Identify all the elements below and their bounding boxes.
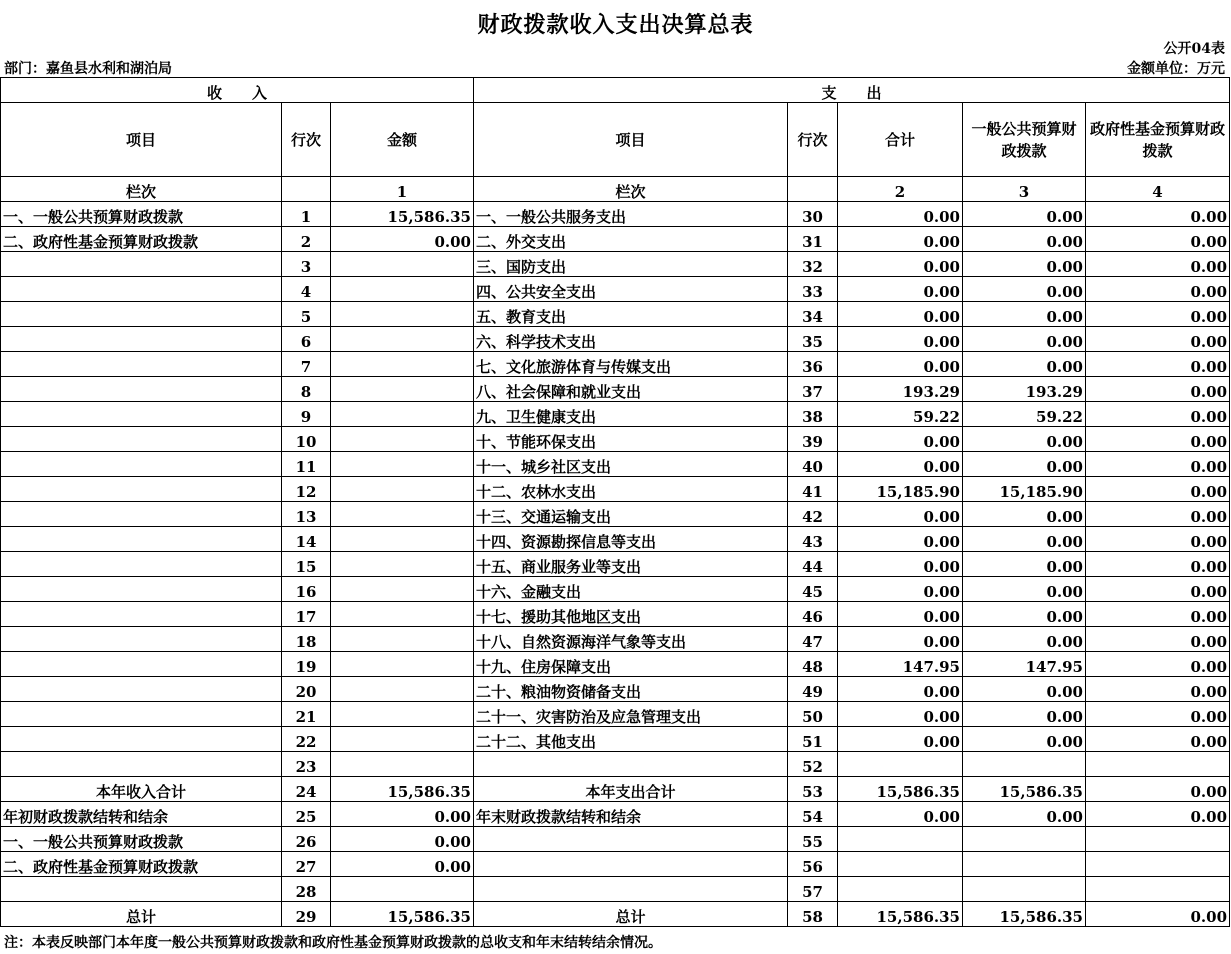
expense-item-cell: 二十、粮油物资储备支出 [474, 677, 788, 702]
index-4: 4 [1086, 177, 1230, 202]
expense-fund-cell: 0.00 [1086, 577, 1230, 602]
income-line-cell: 23 [282, 752, 331, 777]
table-row [1, 477, 1230, 502]
expense-total-cell: 0.00 [838, 702, 963, 727]
expense-line-cell: 34 [788, 302, 838, 327]
income-line-cell: 16 [282, 577, 331, 602]
expense-line-cell: 38 [788, 402, 838, 427]
income-amount-cell [331, 652, 474, 677]
index-3: 3 [963, 177, 1086, 202]
expense-item-cell: 二十二、其他支出 [474, 727, 788, 752]
col-header-fund: 政府性基金预算财政拨款 [1086, 103, 1230, 177]
expense-total-cell: 0.00 [838, 427, 963, 452]
expense-line-cell: 44 [788, 552, 838, 577]
table-row [1, 727, 1230, 752]
income-amount-cell [331, 677, 474, 702]
table-row [1, 377, 1230, 402]
expense-general-cell: 0.00 [963, 502, 1086, 527]
expense-fund-cell: 0.00 [1086, 377, 1230, 402]
income-line-cell: 10 [282, 427, 331, 452]
expense-general-cell: 0.00 [963, 452, 1086, 477]
form-code: 公开04表 [1163, 41, 1225, 57]
expense-general-cell: 0.00 [963, 277, 1086, 302]
expense-item-cell: 十一、城乡社区支出 [474, 452, 788, 477]
expense-line-cell: 41 [788, 477, 838, 502]
col-header-item2: 项目 [474, 103, 788, 177]
expense-general-cell: 15,185.90 [963, 477, 1086, 502]
expense-line-cell: 36 [788, 352, 838, 377]
expense-item-cell: 六、科学技术支出 [474, 327, 788, 352]
expense-item-cell: 十二、农林水支出 [474, 477, 788, 502]
expense-fund-cell [1086, 852, 1230, 877]
income-amount-cell: 0.00 [331, 802, 474, 827]
table-row [1, 252, 1230, 277]
expense-item-cell [474, 827, 788, 852]
expense-general-cell [963, 877, 1086, 902]
col-header-amount: 金额 [331, 103, 474, 177]
income-amount-cell [331, 402, 474, 427]
expense-fund-cell [1086, 877, 1230, 902]
expense-general-cell: 59.22 [963, 402, 1086, 427]
income-line-cell: 3 [282, 252, 331, 277]
expense-line-cell: 31 [788, 227, 838, 252]
income-item-cell [1, 277, 282, 302]
col-header-line2: 行次 [788, 103, 838, 177]
expense-total-cell: 0.00 [838, 677, 963, 702]
table-row [1, 577, 1230, 602]
expense-line-cell: 49 [788, 677, 838, 702]
expense-general-cell: 15,586.35 [963, 902, 1086, 927]
table-row [1, 327, 1230, 352]
income-item-cell: 二、政府性基金预算财政拨款 [1, 852, 282, 877]
index-row [1, 177, 1230, 202]
expense-general-cell: 0.00 [963, 702, 1086, 727]
expense-general-cell: 193.29 [963, 377, 1086, 402]
table-row [1, 802, 1230, 827]
expense-general-cell: 0.00 [963, 527, 1086, 552]
income-amount-cell [331, 552, 474, 577]
expense-item-cell: 二十一、灾害防治及应急管理支出 [474, 702, 788, 727]
expense-item-cell: 三、国防支出 [474, 252, 788, 277]
expense-general-cell: 0.00 [963, 352, 1086, 377]
income-item-cell [1, 327, 282, 352]
expense-total-cell: 0.00 [838, 227, 963, 252]
expense-general-cell: 0.00 [963, 677, 1086, 702]
table-row [1, 427, 1230, 452]
table-row [1, 452, 1230, 477]
index-empty [282, 177, 331, 202]
department-label: 部门：嘉鱼县水利和湖泊局 [4, 61, 172, 77]
expense-item-cell: 十三、交通运输支出 [474, 502, 788, 527]
income-amount-cell: 15,586.35 [331, 902, 474, 927]
column-header-row [1, 103, 1230, 177]
expense-total-cell [838, 827, 963, 852]
income-item-cell [1, 477, 282, 502]
table-row [1, 677, 1230, 702]
income-item-cell [1, 727, 282, 752]
expense-total-cell: 0.00 [838, 527, 963, 552]
expense-group-header: 支 出 [474, 78, 1230, 103]
col-header-line: 行次 [282, 103, 331, 177]
col-header-item: 项目 [1, 103, 282, 177]
expense-total-cell: 0.00 [838, 502, 963, 527]
index-2: 2 [838, 177, 963, 202]
expense-general-cell: 0.00 [963, 227, 1086, 252]
income-amount-cell [331, 627, 474, 652]
expense-total-cell: 147.95 [838, 652, 963, 677]
expense-line-cell: 45 [788, 577, 838, 602]
expense-total-cell: 0.00 [838, 302, 963, 327]
expense-total-cell: 0.00 [838, 452, 963, 477]
income-item-cell [1, 877, 282, 902]
expense-fund-cell: 0.00 [1086, 652, 1230, 677]
expense-line-cell: 56 [788, 852, 838, 877]
expense-total-cell: 0.00 [838, 577, 963, 602]
expense-total-cell: 0.00 [838, 802, 963, 827]
expense-line-cell: 48 [788, 652, 838, 677]
expense-general-cell: 0.00 [963, 802, 1086, 827]
expense-fund-cell: 0.00 [1086, 677, 1230, 702]
expense-general-cell: 0.00 [963, 427, 1086, 452]
expense-general-cell: 0.00 [963, 252, 1086, 277]
expense-line-cell: 42 [788, 502, 838, 527]
expense-item-cell [474, 852, 788, 877]
income-amount-cell [331, 277, 474, 302]
expense-fund-cell: 0.00 [1086, 252, 1230, 277]
expense-total-cell: 0.00 [838, 552, 963, 577]
income-item-cell: 本年收入合计 [1, 777, 282, 802]
expense-fund-cell: 0.00 [1086, 402, 1230, 427]
expense-total-cell: 59.22 [838, 402, 963, 427]
income-item-cell: 一、一般公共预算财政拨款 [1, 827, 282, 852]
expense-item-cell: 总计 [474, 902, 788, 927]
income-item-cell [1, 602, 282, 627]
table-row [1, 777, 1230, 802]
expense-line-cell: 53 [788, 777, 838, 802]
table-row [1, 302, 1230, 327]
income-amount-cell [331, 527, 474, 552]
income-line-cell: 11 [282, 452, 331, 477]
income-amount-cell [331, 502, 474, 527]
expense-general-cell: 0.00 [963, 727, 1086, 752]
income-line-cell: 6 [282, 327, 331, 352]
income-line-cell: 26 [282, 827, 331, 852]
income-line-cell: 2 [282, 227, 331, 252]
income-amount-cell [331, 427, 474, 452]
expense-line-cell: 43 [788, 527, 838, 552]
financial-table [0, 77, 1230, 927]
table-row [1, 402, 1230, 427]
expense-line-cell: 46 [788, 602, 838, 627]
expense-line-cell: 57 [788, 877, 838, 902]
table-row [1, 627, 1230, 652]
income-line-cell: 8 [282, 377, 331, 402]
income-amount-cell: 0.00 [331, 827, 474, 852]
footnote: 注：本表反映部门本年度一般公共预算财政拨款和政府性基金预算财政拨款的总收支和年末结转结余情况。 [4, 935, 662, 951]
expense-fund-cell [1086, 827, 1230, 852]
table-row [1, 552, 1230, 577]
table-row [1, 752, 1230, 777]
expense-line-cell: 50 [788, 702, 838, 727]
expense-item-cell: 二、外交支出 [474, 227, 788, 252]
expense-total-cell: 193.29 [838, 377, 963, 402]
expense-fund-cell [1086, 752, 1230, 777]
expense-general-cell: 15,586.35 [963, 777, 1086, 802]
expense-item-cell: 十、节能环保支出 [474, 427, 788, 452]
income-amount-cell [331, 702, 474, 727]
expense-fund-cell: 0.00 [1086, 202, 1230, 227]
table-row [1, 352, 1230, 377]
expense-item-cell: 七、文化旅游体育与传媒支出 [474, 352, 788, 377]
expense-fund-cell: 0.00 [1086, 502, 1230, 527]
expense-fund-cell: 0.00 [1086, 227, 1230, 252]
expense-total-cell: 0.00 [838, 727, 963, 752]
table-row [1, 502, 1230, 527]
income-item-cell: 总计 [1, 902, 282, 927]
expense-item-cell: 年末财政拨款结转和结余 [474, 802, 788, 827]
income-item-cell [1, 627, 282, 652]
table-row [1, 902, 1230, 927]
table-row [1, 202, 1230, 227]
expense-fund-cell: 0.00 [1086, 727, 1230, 752]
expense-item-cell: 八、社会保障和就业支出 [474, 377, 788, 402]
expense-total-cell: 0.00 [838, 327, 963, 352]
expense-line-cell: 30 [788, 202, 838, 227]
expense-fund-cell: 0.00 [1086, 352, 1230, 377]
income-line-cell: 13 [282, 502, 331, 527]
expense-total-cell: 15,586.35 [838, 902, 963, 927]
income-item-cell [1, 702, 282, 727]
table-row [1, 877, 1230, 902]
income-item-cell [1, 402, 282, 427]
table-row [1, 652, 1230, 677]
expense-line-cell: 58 [788, 902, 838, 927]
income-amount-cell [331, 352, 474, 377]
income-amount-cell [331, 252, 474, 277]
income-line-cell: 20 [282, 677, 331, 702]
expense-fund-cell: 0.00 [1086, 452, 1230, 477]
table-row [1, 527, 1230, 552]
expense-total-cell: 0.00 [838, 277, 963, 302]
col-header-general: 一般公共预算财政拨款 [963, 103, 1086, 177]
income-line-cell: 27 [282, 852, 331, 877]
expense-fund-cell: 0.00 [1086, 702, 1230, 727]
income-line-cell: 4 [282, 277, 331, 302]
income-item-cell [1, 677, 282, 702]
income-amount-cell [331, 377, 474, 402]
income-item-cell [1, 302, 282, 327]
index-label2: 栏次 [474, 177, 788, 202]
unit-label: 金额单位：万元 [1127, 61, 1225, 77]
income-item-cell [1, 352, 282, 377]
expense-general-cell [963, 852, 1086, 877]
income-line-cell: 28 [282, 877, 331, 902]
expense-item-cell: 十四、资源勘探信息等支出 [474, 527, 788, 552]
income-item-cell [1, 502, 282, 527]
expense-item-cell: 十八、自然资源海洋气象等支出 [474, 627, 788, 652]
expense-total-cell [838, 852, 963, 877]
expense-total-cell: 0.00 [838, 627, 963, 652]
income-line-cell: 9 [282, 402, 331, 427]
income-amount-cell [331, 577, 474, 602]
expense-line-cell: 55 [788, 827, 838, 852]
expense-item-cell: 十九、住房保障支出 [474, 652, 788, 677]
expense-fund-cell: 0.00 [1086, 802, 1230, 827]
income-line-cell: 1 [282, 202, 331, 227]
expense-total-cell [838, 752, 963, 777]
expense-line-cell: 54 [788, 802, 838, 827]
income-line-cell: 22 [282, 727, 331, 752]
expense-line-cell: 40 [788, 452, 838, 477]
income-item-cell [1, 652, 282, 677]
table-row [1, 227, 1230, 252]
income-line-cell: 7 [282, 352, 331, 377]
expense-fund-cell: 0.00 [1086, 427, 1230, 452]
expense-fund-cell: 0.00 [1086, 552, 1230, 577]
expense-item-cell: 九、卫生健康支出 [474, 402, 788, 427]
income-item-cell [1, 577, 282, 602]
income-amount-cell [331, 452, 474, 477]
income-amount-cell [331, 752, 474, 777]
income-line-cell: 18 [282, 627, 331, 652]
expense-fund-cell: 0.00 [1086, 777, 1230, 802]
income-item-cell: 一、一般公共预算财政拨款 [1, 202, 282, 227]
expense-item-cell: 本年支出合计 [474, 777, 788, 802]
expense-total-cell [838, 877, 963, 902]
expense-item-cell: 十七、援助其他地区支出 [474, 602, 788, 627]
expense-general-cell: 0.00 [963, 552, 1086, 577]
table-row [1, 602, 1230, 627]
expense-general-cell: 0.00 [963, 627, 1086, 652]
expense-item-cell: 一、一般公共服务支出 [474, 202, 788, 227]
income-line-cell: 15 [282, 552, 331, 577]
income-line-cell: 12 [282, 477, 331, 502]
expense-fund-cell: 0.00 [1086, 627, 1230, 652]
expense-fund-cell: 0.00 [1086, 477, 1230, 502]
income-amount-cell [331, 302, 474, 327]
expense-line-cell: 33 [788, 277, 838, 302]
income-line-cell: 19 [282, 652, 331, 677]
col-header-total: 合计 [838, 103, 963, 177]
index-1: 1 [331, 177, 474, 202]
income-item-cell: 年初财政拨款结转和结余 [1, 802, 282, 827]
expense-total-cell: 15,586.35 [838, 777, 963, 802]
income-line-cell: 5 [282, 302, 331, 327]
table-row [1, 852, 1230, 877]
expense-general-cell: 147.95 [963, 652, 1086, 677]
expense-line-cell: 39 [788, 427, 838, 452]
expense-item-cell: 四、公共安全支出 [474, 277, 788, 302]
income-item-cell [1, 527, 282, 552]
expense-general-cell: 0.00 [963, 577, 1086, 602]
expense-total-cell: 15,185.90 [838, 477, 963, 502]
table-row [1, 827, 1230, 852]
income-amount-cell [331, 602, 474, 627]
expense-total-cell: 0.00 [838, 602, 963, 627]
index-empty2 [788, 177, 838, 202]
expense-total-cell: 0.00 [838, 252, 963, 277]
income-line-cell: 14 [282, 527, 331, 552]
expense-fund-cell: 0.00 [1086, 277, 1230, 302]
expense-line-cell: 32 [788, 252, 838, 277]
expense-general-cell [963, 752, 1086, 777]
income-amount-cell: 15,586.35 [331, 777, 474, 802]
income-amount-cell [331, 877, 474, 902]
expense-line-cell: 52 [788, 752, 838, 777]
expense-fund-cell: 0.00 [1086, 327, 1230, 352]
income-amount-cell: 15,586.35 [331, 202, 474, 227]
expense-total-cell: 0.00 [838, 352, 963, 377]
expense-fund-cell: 0.00 [1086, 602, 1230, 627]
expense-fund-cell: 0.00 [1086, 527, 1230, 552]
expense-item-cell: 十五、商业服务业等支出 [474, 552, 788, 577]
expense-item-cell [474, 877, 788, 902]
expense-general-cell: 0.00 [963, 327, 1086, 352]
report-title: 财政拨款收入支出决算总表 [477, 12, 754, 38]
expense-total-cell: 0.00 [838, 202, 963, 227]
income-line-cell: 21 [282, 702, 331, 727]
expense-line-cell: 51 [788, 727, 838, 752]
expense-item-cell: 十六、金融支出 [474, 577, 788, 602]
expense-fund-cell: 0.00 [1086, 902, 1230, 927]
expense-line-cell: 35 [788, 327, 838, 352]
income-line-cell: 29 [282, 902, 331, 927]
income-item-cell [1, 752, 282, 777]
index-label: 栏次 [1, 177, 282, 202]
income-line-cell: 17 [282, 602, 331, 627]
income-amount-cell [331, 327, 474, 352]
income-item-cell [1, 452, 282, 477]
income-item-cell [1, 552, 282, 577]
expense-item-cell [474, 752, 788, 777]
expense-general-cell [963, 827, 1086, 852]
income-amount-cell: 0.00 [331, 227, 474, 252]
expense-line-cell: 37 [788, 377, 838, 402]
expense-general-cell: 0.00 [963, 202, 1086, 227]
income-amount-cell [331, 727, 474, 752]
income-line-cell: 24 [282, 777, 331, 802]
income-amount-cell: 0.00 [331, 852, 474, 877]
expense-general-cell: 0.00 [963, 302, 1086, 327]
expense-general-cell: 0.00 [963, 602, 1086, 627]
income-item-cell: 二、政府性基金预算财政拨款 [1, 227, 282, 252]
expense-item-cell: 五、教育支出 [474, 302, 788, 327]
income-line-cell: 25 [282, 802, 331, 827]
income-group-header: 收 入 [1, 78, 474, 103]
income-item-cell [1, 252, 282, 277]
income-item-cell [1, 377, 282, 402]
income-amount-cell [331, 477, 474, 502]
expense-fund-cell: 0.00 [1086, 302, 1230, 327]
expense-line-cell: 47 [788, 627, 838, 652]
group-header-row [1, 78, 1230, 103]
table-row [1, 702, 1230, 727]
income-item-cell [1, 427, 282, 452]
table-row [1, 277, 1230, 302]
